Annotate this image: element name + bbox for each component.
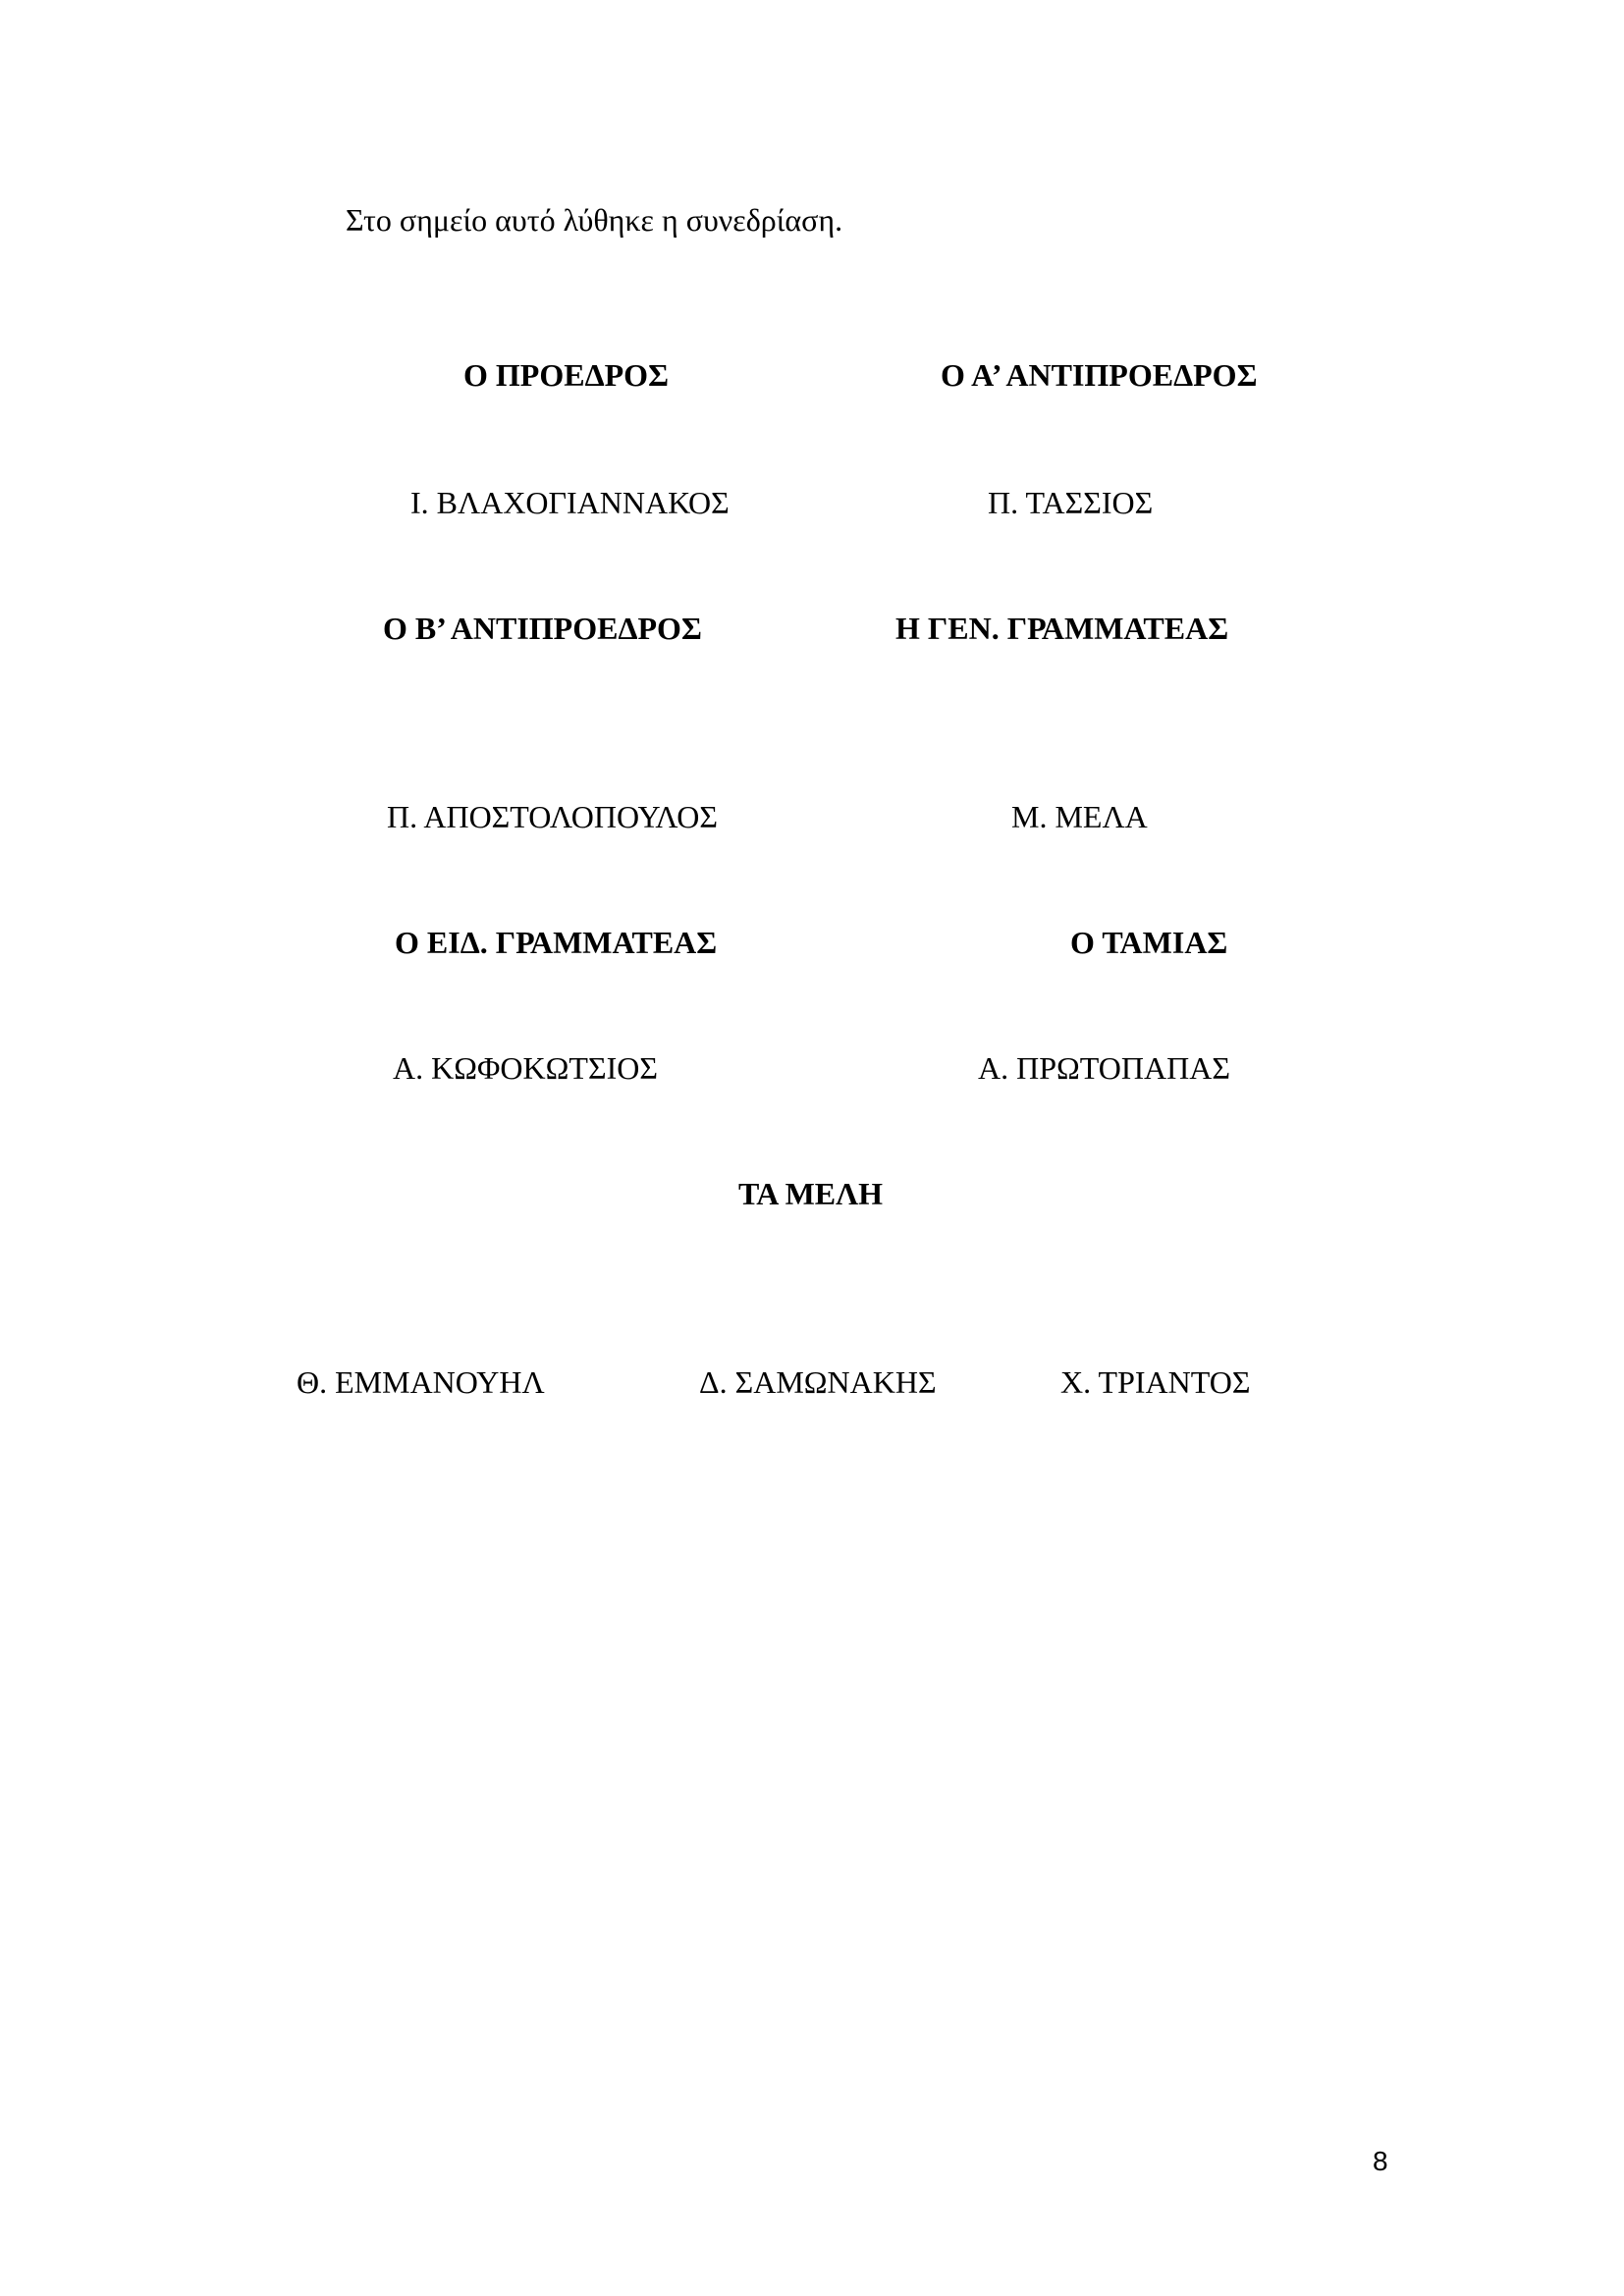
president-name: Ι. ΒΛΑΧΟΓΙΑΝΝΑΚΟΣ [410, 485, 730, 520]
treasurer-title: Ο ΤΑΜΙΑΣ [1070, 925, 1228, 960]
closing-sentence: Στο σημείο αυτό λύθηκε η συνεδρίαση. [346, 202, 843, 238]
vice-president-b-title: Ο Β’ ΑΝΤΙΠΡΟΕΔΡΟΣ [383, 611, 702, 646]
members-title: ΤΑ ΜΕΛΗ [738, 1176, 883, 1211]
member-name: Θ. ΕΜΜΑΝΟΥΗΛ [297, 1364, 545, 1400]
special-secretary-name: Α. ΚΩΦΟΚΩΤΣΙΟΣ [393, 1050, 658, 1086]
president-title: Ο ΠΡΟΕΔΡΟΣ [463, 357, 669, 393]
member-name: Χ. ΤΡΙΑΝΤΟΣ [1060, 1364, 1251, 1400]
page-number: 8 [1373, 2146, 1388, 2176]
vice-president-a-title: Ο Α’ ΑΝΤΙΠΡΟΕΔΡΟΣ [941, 357, 1258, 393]
general-secretary-name: Μ. ΜΕΛΑ [1011, 799, 1148, 834]
vice-president-b-name: Π. ΑΠΟΣΤΟΛΟΠΟΥΛΟΣ [387, 799, 718, 834]
treasurer-name: Α. ΠΡΩΤΟΠΑΠΑΣ [978, 1050, 1230, 1086]
vice-president-a-name: Π. ΤΑΣΣΙΟΣ [988, 485, 1154, 520]
general-secretary-title: Η ΓΕΝ. ΓΡΑΜΜΑΤΕΑΣ [895, 611, 1229, 646]
member-name: Δ. ΣΑΜΩΝΑΚΗΣ [699, 1364, 937, 1400]
special-secretary-title: Ο ΕΙΔ. ΓΡΑΜΜΑΤΕΑΣ [395, 925, 718, 960]
